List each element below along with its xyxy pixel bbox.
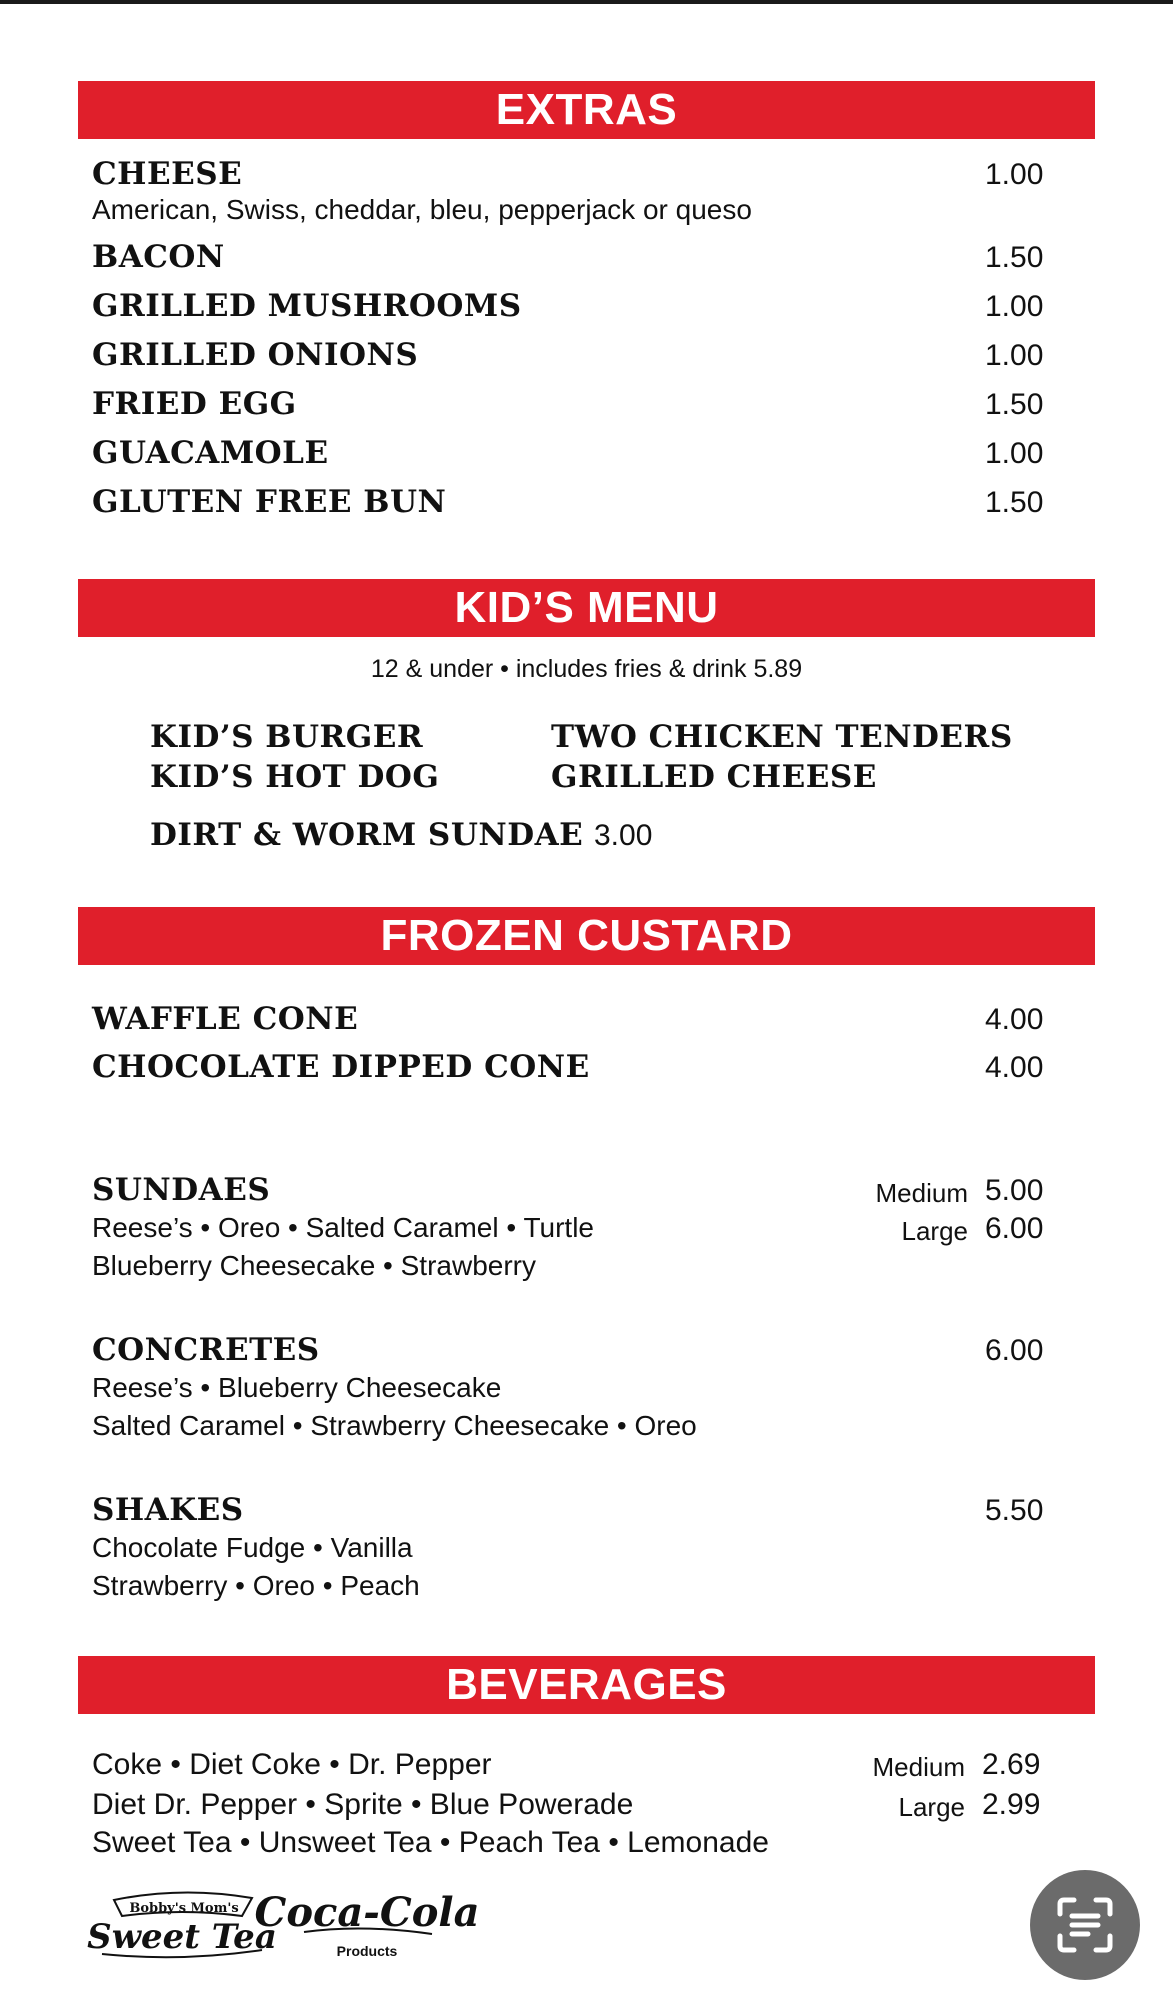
top-divider bbox=[0, 0, 1173, 4]
sweet-tea-logo-top: Bobby's Mom's bbox=[129, 1901, 239, 1916]
kids-menu-note: 12 & under • includes fries & drink 5.89 bbox=[370, 655, 803, 683]
shakes-flavors-line1: Chocolate Fudge • Vanilla bbox=[92, 1532, 413, 1563]
concretes-title: CONCRETES bbox=[92, 1332, 320, 1368]
custard-price-waffle-cone: 4.00 bbox=[985, 1003, 1044, 1036]
beverages-large-label: Large bbox=[898, 1792, 965, 1822]
sweet-tea-logo-art bbox=[87, 1888, 277, 1960]
sweet-tea-logo-bottom: Sweet Tea bbox=[87, 1917, 277, 1957]
extras-item-cheese: CHEESE bbox=[92, 156, 243, 192]
extras-price-guacamole: 1.00 bbox=[985, 437, 1044, 470]
kids-dessert-name: DIRT & WORM SUNDAE bbox=[150, 817, 584, 853]
extras-item-fried-egg: FRIED EGG bbox=[92, 386, 297, 422]
sundaes-large-price: 6.00 bbox=[985, 1212, 1044, 1245]
sundaes-flavors-line1: Reese’s • Oreo • Salted Caramel • Turtle bbox=[92, 1212, 594, 1243]
text-scan-button[interactable] bbox=[1030, 1870, 1140, 1980]
shakes-flavors-line2: Strawberry • Oreo • Peach bbox=[92, 1570, 420, 1601]
extras-price-cheese: 1.00 bbox=[985, 158, 1044, 191]
frozen-custard-header: FROZEN CUSTARD bbox=[78, 907, 1095, 965]
beverages-line2: Diet Dr. Pepper • Sprite • Blue Powerade bbox=[92, 1788, 634, 1821]
sweet-tea-logo bbox=[87, 1888, 277, 1960]
extras-item-gluten-free-bun: GLUTEN FREE BUN bbox=[92, 484, 447, 520]
extras-desc-cheese: American, Swiss, cheddar, bleu, pepperjack or queso bbox=[92, 194, 752, 225]
concretes-flavors-line1: Reese’s • Blueberry Cheesecake bbox=[92, 1372, 502, 1403]
extras-header: EXTRAS bbox=[78, 81, 1095, 139]
coca-cola-logo bbox=[254, 1884, 480, 1964]
concretes-flavors-line2: Salted Caramel • Strawberry Cheesecake • Oreo bbox=[92, 1410, 697, 1441]
custard-item-waffle-cone: WAFFLE CONE bbox=[92, 1001, 359, 1037]
concretes-price: 6.00 bbox=[985, 1334, 1044, 1367]
sundaes-medium-label: Medium bbox=[875, 1178, 968, 1208]
extras-item-guacamole: GUACAMOLE bbox=[92, 435, 329, 471]
custard-price-chocolate-dipped-cone: 4.00 bbox=[985, 1051, 1044, 1084]
beverages-line1: Coke • Diet Coke • Dr. Pepper bbox=[92, 1748, 492, 1781]
kids-menu-header: KID’S MENU bbox=[78, 579, 1095, 637]
beverages-large-price: 2.99 bbox=[982, 1788, 1041, 1821]
beverages-medium-price: 2.69 bbox=[982, 1748, 1041, 1781]
coca-cola-logo-art bbox=[254, 1884, 480, 1964]
extras-price-grilled-onions: 1.00 bbox=[985, 339, 1044, 372]
beverages-header: BEVERAGES bbox=[78, 1656, 1095, 1714]
beverages-medium-label: Medium bbox=[872, 1752, 965, 1782]
extras-price-grilled-mushrooms: 1.00 bbox=[985, 290, 1044, 323]
extras-price-gluten-free-bun: 1.50 bbox=[985, 486, 1044, 519]
sundaes-flavors-line2: Blueberry Cheesecake • Strawberry bbox=[92, 1250, 536, 1281]
kids-item-burger: KID’S BURGER bbox=[150, 719, 424, 755]
custard-item-chocolate-dipped-cone: CHOCOLATE DIPPED CONE bbox=[92, 1049, 590, 1085]
kids-item-grilled-cheese: GRILLED CHEESE bbox=[551, 759, 877, 795]
extras-item-bacon: BACON bbox=[92, 239, 225, 275]
sundaes-medium-price: 5.00 bbox=[985, 1174, 1044, 1207]
sundaes-large-label: Large bbox=[901, 1216, 968, 1246]
kids-item-hot-dog: KID’S HOT DOG bbox=[150, 759, 440, 795]
shakes-title: SHAKES bbox=[92, 1492, 244, 1528]
kids-item-chicken-tenders: TWO CHICKEN TENDERS bbox=[551, 719, 1013, 755]
coca-cola-wordmark: Coca-Cola bbox=[254, 1889, 480, 1936]
text-scan-icon bbox=[1054, 1894, 1116, 1956]
sundaes-title: SUNDAES bbox=[92, 1172, 271, 1208]
extras-price-fried-egg: 1.50 bbox=[985, 388, 1044, 421]
extras-item-grilled-onions: GRILLED ONIONS bbox=[92, 337, 419, 373]
extras-item-grilled-mushrooms: GRILLED MUSHROOMS bbox=[92, 288, 522, 324]
coca-cola-products-label: Products bbox=[336, 1943, 398, 1959]
beverages-line3: Sweet Tea • Unsweet Tea • Peach Tea • Lemonade bbox=[92, 1826, 769, 1859]
extras-price-bacon: 1.50 bbox=[985, 241, 1044, 274]
kids-dessert-price: 3.00 bbox=[594, 819, 653, 852]
shakes-price: 5.50 bbox=[985, 1494, 1044, 1527]
